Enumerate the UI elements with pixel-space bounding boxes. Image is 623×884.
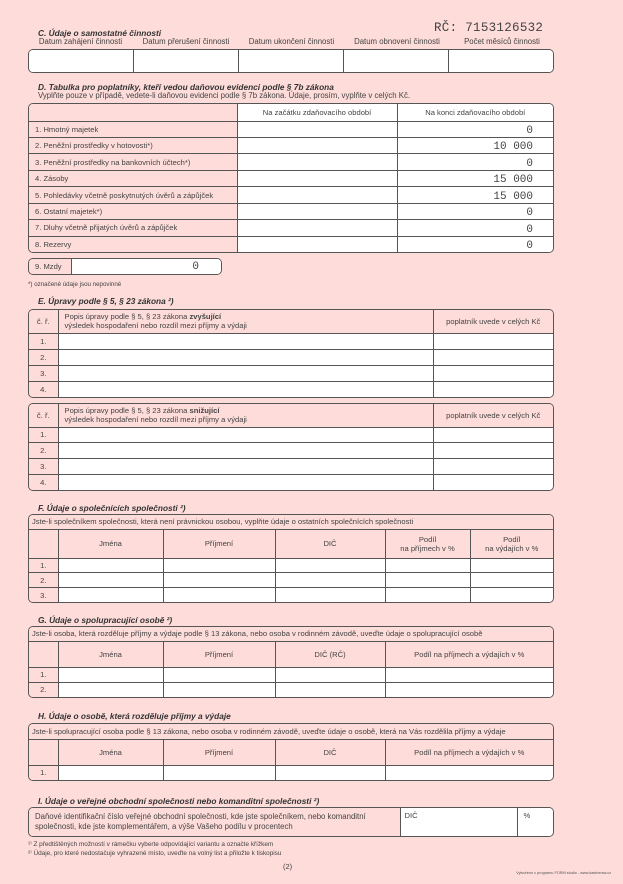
end-value[interactable]: 0 [397,220,553,236]
desc-pre: Popis úpravy podle § 5, § 23 zákona [64,312,190,322]
end-value[interactable]: 0 [397,154,553,170]
col-header: Počet měsíců činnosti [464,37,540,46]
desc-pre: Popis úpravy podle § 5, § 23 zákona [64,406,190,416]
jmena-cell[interactable] [58,588,163,602]
optional-note: *) označené údaje jsou nepovinné [28,281,122,288]
section-g-intro: Jste-li osoba, která rozděluje příjmy a výdaje podle § 13 zákona, nebo osoba v rodinném závodě, uveďte údaje o spolupracující osobě [29,627,553,641]
table-row [29,667,553,682]
col-header-jmena: Jména [58,529,163,558]
row-label: 5. Pohledávky včetně poskytnutých úvěrů a zápůjček [29,187,237,203]
col-nr-header: č. ř. [29,404,58,427]
section-i-table [28,807,554,837]
start-value[interactable] [237,203,397,219]
dic-cell[interactable] [275,573,385,588]
row-number: 2. [29,443,58,459]
amount-cell[interactable] [433,333,553,349]
section-c-fields [28,49,554,73]
col-header-jmena: Jména [58,641,163,667]
podil-prijmy-cell[interactable] [385,558,470,573]
jmena-cell[interactable] [58,558,163,573]
table-row [29,765,553,780]
col-start-header: Na začátku zdaňovacího období [237,104,397,121]
col-nr-header [29,739,58,765]
amount-cell[interactable] [433,382,553,397]
table-row [29,558,553,573]
table-row [29,349,553,365]
podil-cell[interactable] [385,765,553,780]
rc-number [434,21,543,35]
section-e-decrease-table [28,403,554,491]
col-header-prijmeni: Příjmení [163,739,275,765]
amount-header: poplatník uvede v celých Kč [433,404,553,427]
prijmeni-cell[interactable] [163,573,275,588]
section-c-title: C. Údaje o samostatné činnosti [38,28,162,38]
desc-cell[interactable] [58,382,433,397]
amount-cell[interactable] [433,349,553,365]
col-header-jmena: Jména [58,739,163,765]
section-d-subtitle: Vyplňte pouze v případě, vedete-li daňovou evidenci podle § 7b zákona. Údaje, prosím, vyplňte v celých Kč. [38,91,411,100]
col-label [29,104,237,121]
resume-date-field[interactable] [343,50,448,72]
podil-vydaje-cell[interactable] [470,573,553,588]
end-value[interactable]: 0 [397,203,553,219]
prijmeni-cell[interactable] [163,558,275,573]
prijmeni-cell[interactable] [163,765,275,780]
row-number: 4. [29,475,58,490]
row-label: 4. Zásoby [29,170,237,186]
table-row [29,573,553,588]
rc-value: 7153126532 [465,21,544,35]
section-i-title: I. Údaje o veřejné obchodní společnosti nebo komanditní společnosti ²) [38,796,320,806]
dic-cell[interactable] [275,558,385,573]
header-line1: Podíl [503,534,521,544]
table-row [29,682,553,697]
desc-cell[interactable] [58,459,433,475]
table-row [29,443,553,459]
page-number: (2) [283,862,293,871]
section-i-desc: Daňové identifikační číslo veřejné obchodní společnosti, kde jste společníkem, nebo komanditní společnosti, kde jste komplementářem, a výše Vašeho podílu v procentech [29,808,400,836]
desc-header [58,404,433,427]
col-header-dic: DIČ [275,739,385,765]
mzdy-value[interactable]: 0 [71,259,221,274]
row-number: 2. [29,573,58,588]
desc-cell[interactable] [58,333,433,349]
table-row [29,121,553,137]
start-value[interactable] [237,170,397,186]
table-row [29,137,553,153]
row-number: 1. [29,558,58,573]
col-header-dic: DIČ [275,529,385,558]
row-number: 3. [29,588,58,602]
podil-prijmy-cell[interactable] [385,573,470,588]
section-g-title: G. Údaje o spolupracující osobě ²) [38,615,173,625]
table-row [29,459,553,475]
row-number: 1. [29,427,58,443]
section-e-title: E. Úpravy podle § 5, § 23 zákona ²) [38,296,174,306]
table-row [29,382,553,397]
start-date-field[interactable] [29,50,134,72]
header-line2: na výdajích v % [485,543,539,553]
desc-post: výsledek hospodaření nebo rozdíl mezi příjmy a výdaji [64,415,247,425]
footnote-2: ²⁾ Údaje, pro které nedostačuje vyhrazené místo, uveďte na volný list a přiložte k tiskopisu [28,850,282,857]
amount-cell[interactable] [433,443,553,459]
col-header-podil-vydaje [470,529,553,558]
row-number: 2. [29,682,58,697]
section-h-intro: Jste-li spolupracující osoba podle § 13 zákona, nebo osoba v rodinném závodě, uveďte údaje o osobě, která na Vás rozdělila příjmy a výdaje [29,724,553,739]
table-row [29,333,553,349]
col-nr-header [29,641,58,667]
percent-label: % [523,811,531,820]
podil-cell[interactable] [385,667,553,682]
table-row [29,588,553,602]
table-row [29,170,553,186]
row-label: 1. Hmotný majetek [29,121,237,137]
prijmeni-cell[interactable] [163,588,275,602]
podil-vydaje-cell[interactable] [470,588,553,602]
end-value[interactable]: 0 [397,236,553,252]
header-line2: na příjmech v % [400,543,455,553]
section-g-table [28,626,554,698]
dic-label: DIČ [404,811,418,820]
jmena-cell[interactable] [58,682,163,697]
col-header-podil-prijmy [385,529,470,558]
section-h-title: H. Údaje o osobě, která rozděluje příjmy a výdaje [38,711,231,721]
section-f-intro: Jste-li společníkem společnosti, která není právnickou osobou, vyplňte údaje o ostatních společnících společnosti [29,515,553,529]
table-row [29,365,553,381]
amount-cell[interactable] [433,365,553,381]
row-label: 2. Peněžní prostředky v hotovosti*) [29,137,237,153]
table-row [29,203,553,219]
col-header: Datum přerušení činnosti [142,37,230,46]
end-value[interactable]: 15 000 [397,187,553,203]
row-number: 2. [29,349,58,365]
dic-field[interactable] [400,808,517,836]
dic-cell[interactable] [275,667,385,682]
section-d-title: D. Tabulka pro poplatníky, kteří vedou daňovou evidenci podle § 7b zákona [38,82,334,92]
row-label: 3. Peněžní prostředky na bankovních účtech*) [29,154,237,170]
desc-cell[interactable] [58,475,433,490]
desc-header [58,310,433,333]
table-row [29,236,553,252]
desc-cell[interactable] [58,427,433,443]
dic-cell[interactable] [275,765,385,780]
col-header: Datum zahájení činnosti [38,37,123,46]
jmena-cell[interactable] [58,667,163,682]
col-header: Datum obnovení činnosti [354,37,440,46]
desc-bold: zvyšující [189,312,222,322]
jmena-cell[interactable] [58,573,163,588]
section-h-table [28,723,554,781]
podil-cell[interactable] [385,682,553,697]
col-nr-header: č. ř. [29,310,58,333]
row-number: 3. [29,459,58,475]
end-value[interactable]: 0 [397,121,553,137]
row-number: 4. [29,382,58,397]
col-header-podil: Podíl na příjmech a výdajích v % [385,739,553,765]
start-value[interactable] [237,236,397,252]
section-c-headers [28,37,554,47]
desc-cell[interactable] [58,365,433,381]
col-header: Datum ukončení činnosti [248,37,335,46]
end-value[interactable]: 15 000 [397,170,553,186]
percent-field[interactable] [517,808,553,836]
rc-label: RČ: [434,21,458,35]
col-header-dic-rc: DIČ (RČ) [275,641,385,667]
start-value[interactable] [237,154,397,170]
end-value[interactable]: 10 000 [397,137,553,153]
table-row [29,187,553,203]
desc-bold: snižující [189,406,220,416]
col-end-header: Na konci zdaňovacího období [397,104,553,121]
pause-date-field[interactable] [134,50,239,72]
start-value[interactable] [237,137,397,153]
amount-cell[interactable] [433,459,553,475]
table-row [29,154,553,170]
col-header-prijmeni: Příjmení [163,529,275,558]
dic-cell[interactable] [275,682,385,697]
prijmeni-cell[interactable] [163,682,275,697]
table-row [29,427,553,443]
row-label: 6. Ostatní majetek*) [29,203,237,219]
row-label: 7. Dluhy včetně přijatých úvěrů a zápůjček [29,220,237,236]
podil-vydaje-cell[interactable] [470,558,553,573]
podil-prijmy-cell[interactable] [385,588,470,602]
col-header-prijmeni: Příjmení [163,641,275,667]
start-value[interactable] [237,220,397,236]
desc-post: výsledek hospodaření nebo rozdíl mezi příjmy a výdaji [64,321,247,331]
table-row [29,220,553,236]
months-field[interactable] [448,50,553,72]
amount-cell[interactable] [433,475,553,490]
table-row [29,475,553,490]
desc-cell[interactable] [58,443,433,459]
footnote-1: ¹⁾ Z předtištěných možností v rámečku vyberte odpovídající variantu a označte křížkem [28,841,274,848]
amount-header: poplatník uvede v celých Kč [433,310,553,333]
dic-cell[interactable] [275,588,385,602]
section-f-title: F. Údaje o společnících společnosti ²) [38,503,186,513]
row-number: 1. [29,765,58,780]
jmena-cell[interactable] [58,765,163,780]
row-number: 3. [29,365,58,381]
amount-cell[interactable] [433,427,553,443]
mzdy-field-box [28,258,222,275]
row-number: 1. [29,667,58,682]
start-value[interactable] [237,121,397,137]
header-line1: Podíl [418,534,437,544]
desc-cell[interactable] [58,349,433,365]
col-header-podil: Podíl na příjmech a výdajích v % [385,641,553,667]
mzdy-label: 9. Mzdy [29,259,71,274]
section-e-increase-table [28,309,554,398]
generator-note: Vytvořeno v programu FORM studio - www.kastnersw.cz [516,871,611,875]
section-f-table [28,514,554,603]
start-value[interactable] [237,187,397,203]
end-date-field[interactable] [239,50,344,72]
row-number: 1. [29,333,58,349]
prijmeni-cell[interactable] [163,667,275,682]
section-d-table [28,103,554,253]
col-nr-header [29,529,58,558]
row-label: 8. Rezervy [29,236,237,252]
